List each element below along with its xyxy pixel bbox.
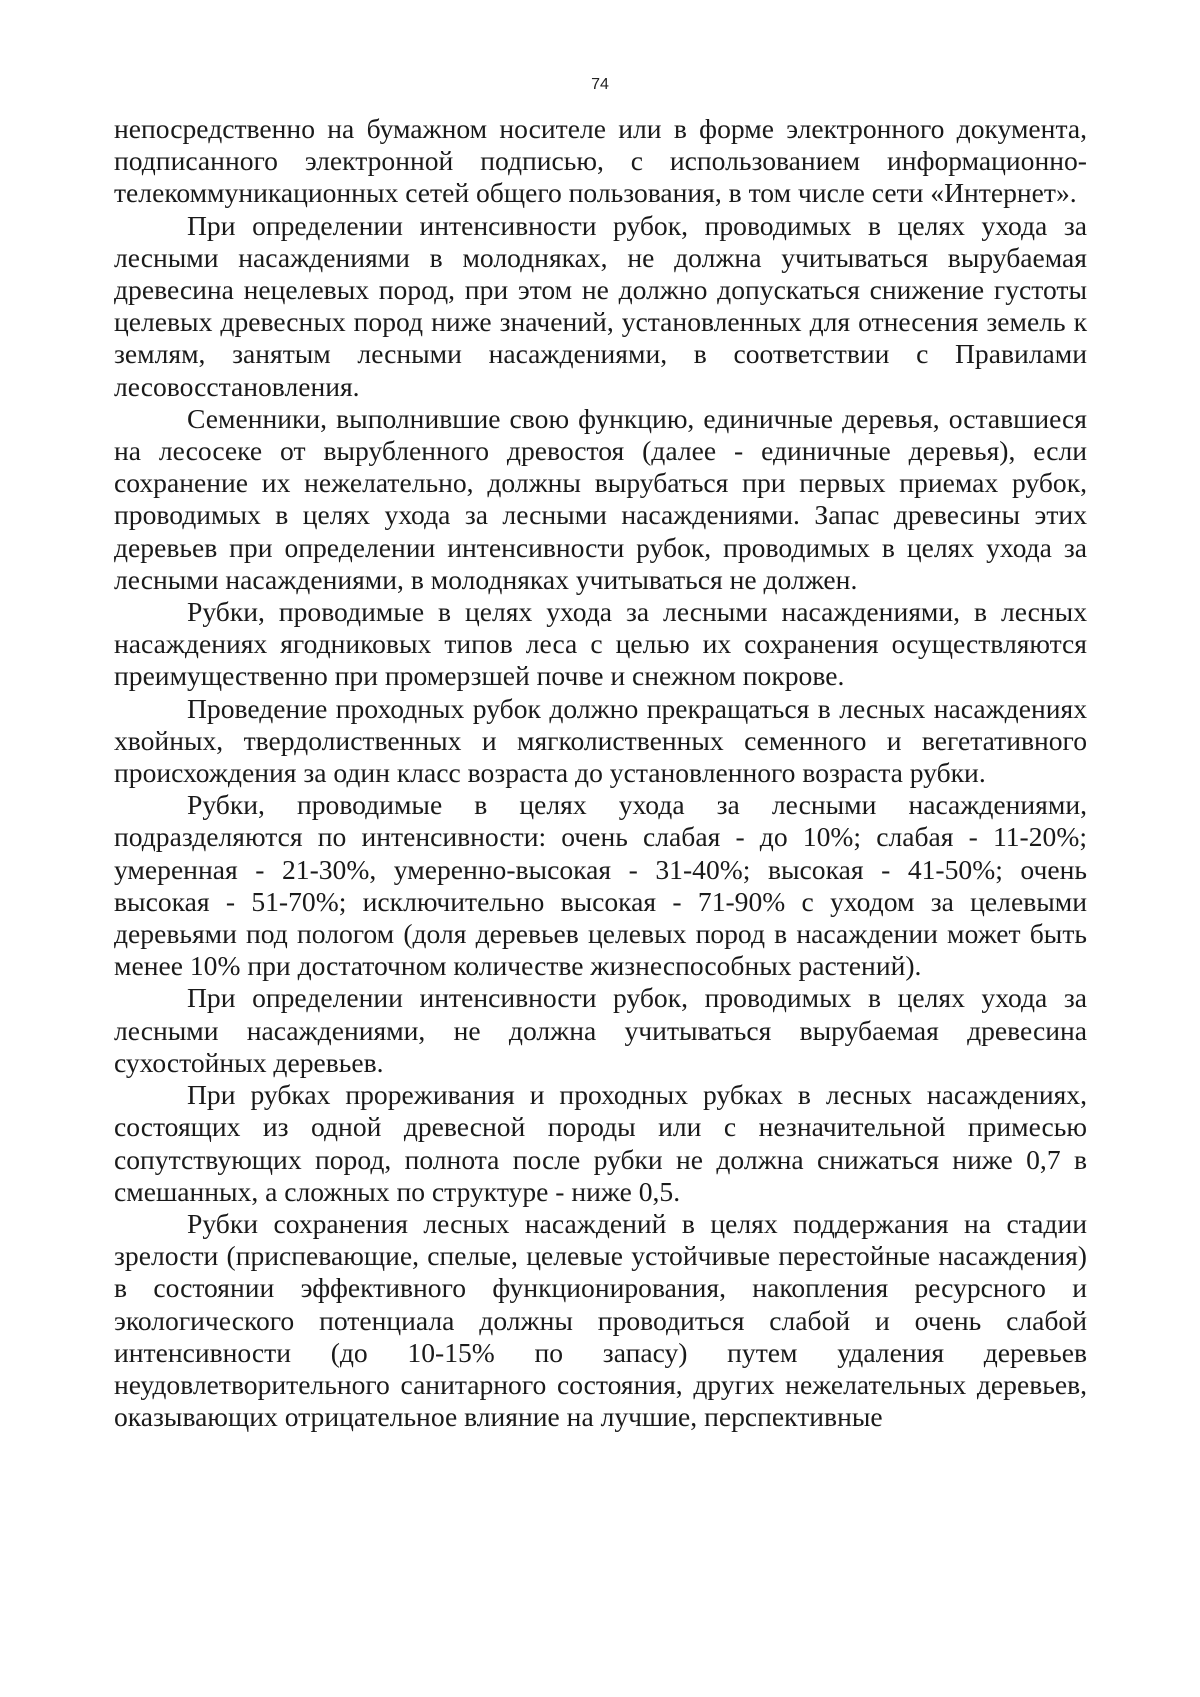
body-text [114, 113, 1087, 1433]
paragraph-continuation: непосредственно на бумажном носителе или в форме электронного документа, подписанного электронной подписью, с использованием информационно-телекоммуникационных сетей общего пользования, в том числе сети «Интернет». [114, 113, 1087, 209]
paragraph: Проведение проходных рубок должно прекращаться в лесных насаждениях хвойных, твердолиственных и мягколиственных семенного и вегетативного происхождения за один класс возраста до установленного возраста рубки. [114, 692, 1087, 789]
paragraph: При рубках прореживания и проходных рубках в лесных насаждениях, состоящих из одной древесной породы или с незначительной примесью сопутствующих пород, полнота после рубки не должна снижаться ниже 0,7 в смешанных, а сложных по структуре - ниже 0,5. [114, 1079, 1087, 1207]
paragraph: При определении интенсивности рубок, проводимых в целях ухода за лесными насаждениями в молодняках, не должна учитываться вырубаемая древесина нецелевых пород, при этом не должно допускаться снижение густоты целевых древесных пород ниже значений, установленных для отнесения земель к землям, занятым лесными насаждениями, в соответствии с Правилами лесовосстановления. [114, 209, 1087, 402]
page-number: 74 [591, 76, 609, 93]
paragraph: Семенники, выполнившие свою функцию, единичные деревья, оставшиеся на лесосеке от вырубленного древостоя (далее - единичные деревья), если сохранение их нежелательно, должны вырубаться при первых приемах рубок, проводимых в целях ухода за лесными насаждениями. Запас древесины этих деревьев при определении интенсивности рубок, проводимых в целях ухода за лесными насаждениями, в молодняках учитываться не должен. [114, 402, 1087, 595]
paragraph: Рубки, проводимые в целях ухода за лесными насаждениями, подразделяются по интенсивности: очень слабая - до 10%; слабая - 11-20%; умеренная - 21-30%, умеренно-высокая - 31-40%; высокая - 41-50%; очень высокая - 51-70%; исключительно высокая - 71-90% с уходом за целевыми деревьями под пологом (доля деревьев целевых пород в насаждении может быть менее 10% при достаточном количестве жизнеспособных растений). [114, 789, 1087, 982]
paragraph: Рубки сохранения лесных насаждений в целях поддержания на стадии зрелости (приспевающие, спелые, целевые устойчивые перестойные насаждения) в состоянии эффективного функционирования, накопления ресурсного и экологического потенциала должны проводиться слабой и очень слабой интенсивности (до 10-15% по запасу) путем удаления деревьев неудовлетворительного санитарного состояния, других нежелательных деревьев, оказывающих отрицательное влияние на лучшие, перспективные [114, 1207, 1087, 1433]
paragraph: При определении интенсивности рубок, проводимых в целях ухода за лесными насаждениями, не должна учитываться вырубаемая древесина сухостойных деревьев. [114, 982, 1087, 1078]
paragraph: Рубки, проводимые в целях ухода за лесными насаждениями, в лесных насаждениях ягодниковых типов леса с целью их сохранения осуществляются преимущественно при промерзшей почве и снежном покрове. [114, 596, 1087, 692]
